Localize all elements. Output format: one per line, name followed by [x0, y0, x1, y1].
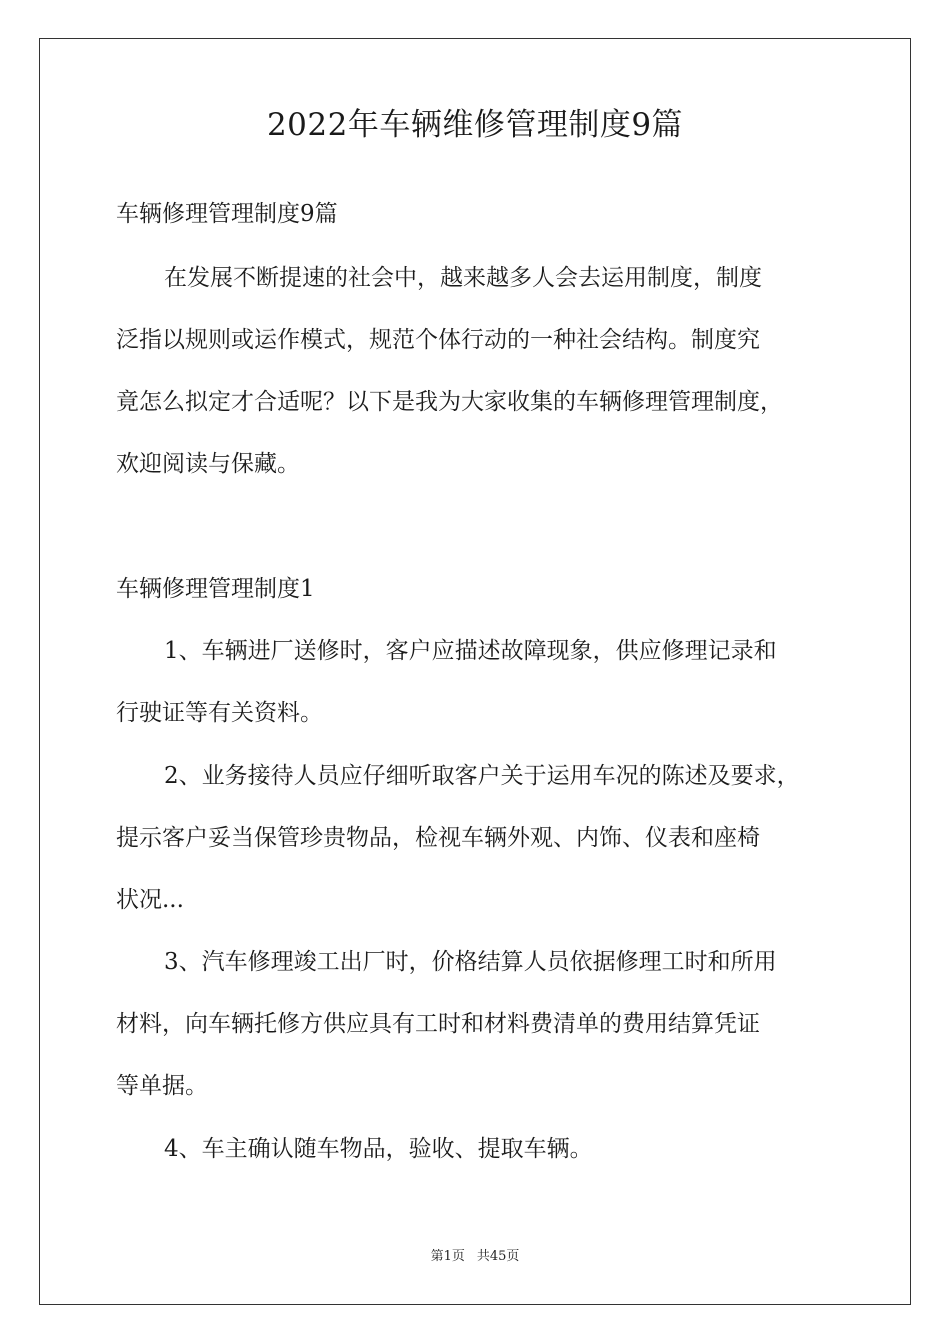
- intro-line: 泛指以规则或运作模式，规范个体行动的一种社会结构。制度究: [116, 327, 760, 353]
- list-item-line: 1、车辆进厂送修时，客户应描述故障现象，供应修理记录和: [164, 638, 777, 664]
- list-item-line: 3、汽车修理竣工出厂时，价格结算人员依据修理工时和所用: [164, 949, 777, 975]
- list-item-line: 材料，向车辆托修方供应具有工时和材料费清单的费用结算凭证: [116, 1011, 760, 1037]
- list-item-line: 2、业务接待人员应仔细听取客户关于运用车况的陈述及要求，: [164, 763, 800, 789]
- section-heading: 车辆修理管理制度1: [116, 576, 315, 602]
- intro-line: 在发展不断提速的社会中，越来越多人会去运用制度，制度: [164, 265, 762, 291]
- list-item-line: 行驶证等有关资料。: [116, 700, 323, 726]
- page-number: 第1页: [430, 1249, 465, 1264]
- list-item-line: 提示客户妥当保管珍贵物品，检视车辆外观、内饰、仪表和座椅: [116, 825, 760, 851]
- document-title: 2022年车辆维修管理制度9篇: [266, 107, 684, 143]
- page-total: 共45页: [476, 1249, 520, 1264]
- page-footer: [0, 1248, 950, 1266]
- intro-line: 欢迎阅读与保藏。: [116, 451, 300, 477]
- list-item-line: 状况...: [116, 887, 184, 913]
- intro-line: 竟怎么拟定才合适呢？以下是我为大家收集的车辆修理管理制度，: [116, 389, 783, 415]
- list-item-line: 等单据。: [116, 1073, 208, 1099]
- document-subtitle: 车辆修理管理制度9篇: [116, 201, 338, 227]
- list-item-line: 4、车主确认随车物品，验收、提取车辆。: [164, 1136, 593, 1162]
